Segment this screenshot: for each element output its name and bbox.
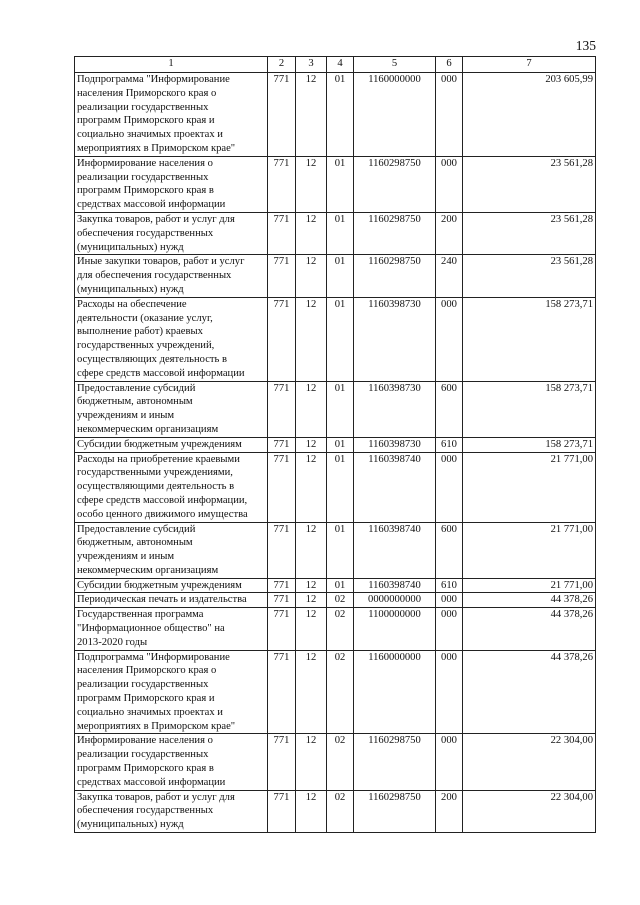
column-header: 6 <box>436 57 463 73</box>
target-article-code: 1160298750 <box>354 734 436 790</box>
expense-type-code: 000 <box>436 156 463 212</box>
expense-type-code: 610 <box>436 578 463 593</box>
row-description <box>75 578 268 593</box>
description-line: Информирование населения о <box>77 157 213 169</box>
row-description <box>75 255 268 297</box>
subsection-code: 02 <box>327 790 354 832</box>
description-line: Субсидии бюджетным учреждениям <box>77 438 242 450</box>
description-line: (муниципальных) нужд <box>77 283 184 295</box>
table-row <box>75 73 596 157</box>
column-header: 5 <box>354 57 436 73</box>
subsection-code: 01 <box>327 437 354 452</box>
column-header: 2 <box>268 57 296 73</box>
table-row <box>75 452 596 522</box>
ministry-code: 771 <box>268 608 296 650</box>
row-description <box>75 522 268 578</box>
table-row <box>75 212 596 254</box>
amount: 158 273,71 <box>463 437 596 452</box>
amount: 21 771,00 <box>463 452 596 522</box>
budget-table <box>74 56 596 833</box>
description-line: Закупка товаров, работ и услуг для <box>77 791 235 803</box>
column-header: 7 <box>463 57 596 73</box>
expense-type-code: 600 <box>436 522 463 578</box>
row-description <box>75 452 268 522</box>
description-line: реализации государственных <box>77 679 209 691</box>
amount: 23 561,28 <box>463 255 596 297</box>
amount: 21 771,00 <box>463 522 596 578</box>
target-article-code: 1100000000 <box>354 608 436 650</box>
amount: 44 378,26 <box>463 608 596 650</box>
expense-type-code: 000 <box>436 297 463 381</box>
section-code: 12 <box>296 452 327 522</box>
description-line: Иные закупки товаров, работ и услуг <box>77 256 245 268</box>
ministry-code: 771 <box>268 381 296 437</box>
description-line: Субсидии бюджетным учреждениям <box>77 579 242 591</box>
subsection-code: 01 <box>327 381 354 437</box>
description-line: (муниципальных) нужд <box>77 241 184 253</box>
amount: 23 561,28 <box>463 156 596 212</box>
row-description <box>75 608 268 650</box>
target-article-code: 1160398730 <box>354 297 436 381</box>
section-code: 12 <box>296 297 327 381</box>
description-line: Расходы на приобретение краевыми <box>77 453 240 465</box>
subsection-code: 01 <box>327 212 354 254</box>
expense-type-code: 240 <box>436 255 463 297</box>
section-code: 12 <box>296 73 327 157</box>
description-line: реализации государственных <box>77 749 209 761</box>
subsection-code: 01 <box>327 73 354 157</box>
section-code: 12 <box>296 212 327 254</box>
table-row <box>75 608 596 650</box>
description-line: выполнение работ) краевых <box>77 326 203 338</box>
section-code: 12 <box>296 608 327 650</box>
table-row <box>75 255 596 297</box>
description-line: программ Приморского края и <box>77 693 215 705</box>
target-article-code: 1160398740 <box>354 522 436 578</box>
description-line: обеспечения государственных <box>77 227 214 239</box>
expense-type-code: 000 <box>436 73 463 157</box>
ministry-code: 771 <box>268 255 296 297</box>
description-line: реализации государственных <box>77 171 209 183</box>
subsection-code: 01 <box>327 578 354 593</box>
description-line: реализации государственных <box>77 101 209 113</box>
description-line: осуществляющих деятельность в <box>77 353 228 365</box>
target-article-code: 1160000000 <box>354 650 436 734</box>
section-code: 12 <box>296 578 327 593</box>
description-line: некоммерческим организациям <box>77 423 219 435</box>
section-code: 12 <box>296 593 327 608</box>
ministry-code: 771 <box>268 212 296 254</box>
subsection-code: 01 <box>327 297 354 381</box>
table-row <box>75 297 596 381</box>
section-code: 12 <box>296 790 327 832</box>
row-description <box>75 381 268 437</box>
column-header: 4 <box>327 57 354 73</box>
expense-type-code: 200 <box>436 790 463 832</box>
description-line: мероприятиях в Приморском крае" <box>77 720 236 732</box>
expense-type-code: 600 <box>436 381 463 437</box>
description-line: особо ценного движимого имущества <box>77 508 248 520</box>
expense-type-code: 610 <box>436 437 463 452</box>
subsection-code: 02 <box>327 734 354 790</box>
description-line: населения Приморского края о <box>77 87 217 99</box>
table-row <box>75 381 596 437</box>
description-line: для обеспечения государственных <box>77 270 232 282</box>
target-article-code: 1160298750 <box>354 156 436 212</box>
description-line: Периодическая печать и издательства <box>77 594 247 606</box>
table-body <box>75 73 596 833</box>
target-article-code: 1160398730 <box>354 437 436 452</box>
description-line: населения Приморского края о <box>77 665 217 677</box>
table-row <box>75 790 596 832</box>
amount: 23 561,28 <box>463 212 596 254</box>
ministry-code: 771 <box>268 297 296 381</box>
description-line: средствах массовой информации <box>77 199 226 211</box>
table-row <box>75 437 596 452</box>
description-line: социально значимых проектах и <box>77 129 223 141</box>
expense-type-code: 000 <box>436 650 463 734</box>
description-line: учреждениям и иным <box>77 551 175 563</box>
section-code: 12 <box>296 437 327 452</box>
description-line: программ Приморского края в <box>77 185 214 197</box>
subsection-code: 02 <box>327 650 354 734</box>
table-row <box>75 650 596 734</box>
target-article-code: 1160398740 <box>354 452 436 522</box>
description-line: деятельности (оказание услуг, <box>77 312 213 324</box>
description-line: средствах массовой информации <box>77 776 226 788</box>
description-line: некоммерческим организациям <box>77 564 219 576</box>
row-description <box>75 650 268 734</box>
target-article-code: 1160398730 <box>354 381 436 437</box>
column-header: 1 <box>75 57 268 73</box>
description-line: мероприятиях в Приморском крае" <box>77 142 236 154</box>
description-line: Подпрограмма "Информирование <box>77 74 230 85</box>
section-code: 12 <box>296 650 327 734</box>
subsection-code: 01 <box>327 522 354 578</box>
section-code: 12 <box>296 255 327 297</box>
description-line: Подпрограмма "Информирование <box>77 651 230 663</box>
target-article-code: 1160398740 <box>354 578 436 593</box>
expense-type-code: 000 <box>436 452 463 522</box>
description-line: бюджетным, автономным <box>77 396 193 408</box>
section-code: 12 <box>296 734 327 790</box>
amount: 158 273,71 <box>463 381 596 437</box>
table-row <box>75 593 596 608</box>
ministry-code: 771 <box>268 578 296 593</box>
ministry-code: 771 <box>268 734 296 790</box>
section-code: 12 <box>296 156 327 212</box>
table-row <box>75 734 596 790</box>
description-line: социально значимых проектах и <box>77 706 223 718</box>
description-line: учреждениям и иным <box>77 410 175 422</box>
description-line: осуществляющими деятельность в <box>77 481 235 493</box>
ministry-code: 771 <box>268 156 296 212</box>
description-line: Информирование населения о <box>77 735 213 747</box>
target-article-code: 1160000000 <box>354 73 436 157</box>
row-description <box>75 73 268 157</box>
subsection-code: 01 <box>327 452 354 522</box>
description-line: Предоставление субсидий <box>77 523 196 535</box>
description-line: государственных учреждений, <box>77 340 215 352</box>
expense-type-code: 000 <box>436 593 463 608</box>
description-line: программ Приморского края в <box>77 763 214 775</box>
target-article-code: 1160298750 <box>354 790 436 832</box>
section-code: 12 <box>296 522 327 578</box>
expense-type-code: 000 <box>436 608 463 650</box>
table-header-row <box>75 57 596 73</box>
description-line: Предоставление субсидий <box>77 382 196 394</box>
row-description <box>75 212 268 254</box>
description-line: сфере средств массовой информации <box>77 367 245 379</box>
row-description <box>75 593 268 608</box>
amount: 44 378,26 <box>463 650 596 734</box>
row-description <box>75 156 268 212</box>
target-article-code: 1160298750 <box>354 212 436 254</box>
subsection-code: 02 <box>327 608 354 650</box>
table-row <box>75 522 596 578</box>
target-article-code: 0000000000 <box>354 593 436 608</box>
target-article-code: 1160298750 <box>354 255 436 297</box>
ministry-code: 771 <box>268 73 296 157</box>
column-header: 3 <box>296 57 327 73</box>
amount: 22 304,00 <box>463 790 596 832</box>
subsection-code: 01 <box>327 255 354 297</box>
amount: 21 771,00 <box>463 578 596 593</box>
description-line: государственными учреждениями, <box>77 467 233 479</box>
section-code: 12 <box>296 381 327 437</box>
description-line: Расходы на обеспечение <box>77 298 187 310</box>
description-line: бюджетным, автономным <box>77 537 193 549</box>
page-number: 135 <box>575 38 596 53</box>
subsection-code: 02 <box>327 593 354 608</box>
description-line: сфере средств массовой информации, <box>77 494 248 506</box>
amount: 203 605,99 <box>463 73 596 157</box>
expense-type-code: 200 <box>436 212 463 254</box>
ministry-code: 771 <box>268 522 296 578</box>
row-description <box>75 790 268 832</box>
row-description <box>75 734 268 790</box>
ministry-code: 771 <box>268 790 296 832</box>
description-line: 2013-2020 годы <box>77 636 148 648</box>
expense-type-code: 000 <box>436 734 463 790</box>
description-line: программ Приморского края и <box>77 115 215 127</box>
amount: 22 304,00 <box>463 734 596 790</box>
description-line: Закупка товаров, работ и услуг для <box>77 213 235 225</box>
amount: 158 273,71 <box>463 297 596 381</box>
table-row <box>75 578 596 593</box>
description-line: (муниципальных) нужд <box>77 819 184 831</box>
table-row <box>75 156 596 212</box>
subsection-code: 01 <box>327 156 354 212</box>
ministry-code: 771 <box>268 452 296 522</box>
description-line: Государственная программа <box>77 609 204 621</box>
ministry-code: 771 <box>268 593 296 608</box>
amount: 44 378,26 <box>463 593 596 608</box>
row-description <box>75 297 268 381</box>
description-line: "Информационное общество" на <box>77 623 225 635</box>
ministry-code: 771 <box>268 650 296 734</box>
description-line: обеспечения государственных <box>77 805 214 817</box>
ministry-code: 771 <box>268 437 296 452</box>
row-description <box>75 437 268 452</box>
